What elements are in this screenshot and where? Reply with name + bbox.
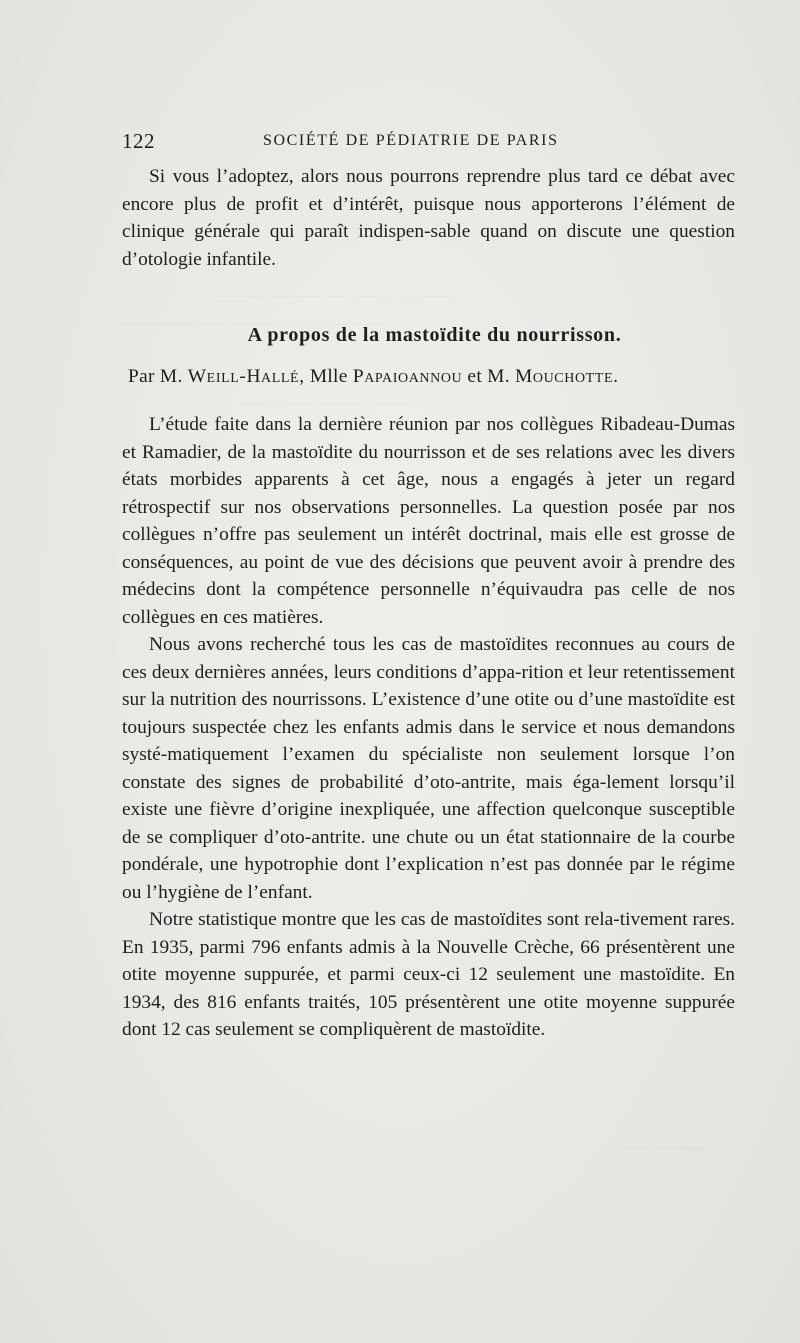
byline-title-m1: M. [159, 366, 183, 387]
byline-et: et [467, 366, 483, 387]
show-through-texture [210, 288, 452, 305]
journal-title: SOCIÉTÉ DE PÉDIATRIE DE PARIS [263, 132, 559, 149]
running-head [122, 129, 734, 157]
body-paragraph-1: L’étude faite dans la dernière réunion par nos collègues Ribadeau-Dumas et Ramadier, de la mastoïdite du nourrisson et de ses relations avec les divers états morbides apparents à cet âge, nous a engagés à jeter un regard rétrospectif sur nos observations personnelles. La question posée par nos collègues n’offre pas seulement un intérêt doctrinal, mais elle est grosse de conséquences, au point de vue des décisions que peuvent avoir à prendre des médecins dont la compétence personnelle n’équivaudra pas celle de nos collègues en ces matières. [122, 414, 735, 628]
byline-author-1: Weill-Hallé, [187, 366, 305, 387]
body-paragraph-2: Nous avons recherché tous les cas de mastoïdites reconnues au cours de ces deux dernières années, leurs conditions d’appa-rition et leur retentissement sur la nutrition des nourrissons. L’existence d’une otite ou d’une mastoïdite est toujours suspectée chez les enfants admis dans le service et nous demandons systé-matiquement l’examen du spécialiste non seulement lorsque l’on constate des signes de probabilité d’oto-antrite, mais éga-lement lorsqu’il existe une fièvre d’origine inexpliquée, une affection quelconque susceptible de se compliquer d’oto-antrite. une chute ou un état stationnaire de la courbe pondérale, une hypotrophie dont l’explication n’est pas donnée par le régime ou l’hygiène de l’enfant. [122, 634, 735, 903]
byline-title-m2: M. [487, 366, 510, 387]
article-body [122, 411, 735, 1044]
byline-author-2: Papaioannou [352, 366, 463, 387]
article-title: A propos de la mastoïdite du nourrisson. [247, 324, 622, 346]
intro-section [122, 163, 735, 273]
byline-title-mlle: Mlle [309, 366, 348, 387]
page-number: 122 [122, 129, 155, 153]
show-through-texture [620, 1140, 704, 1157]
show-through-texture [240, 395, 411, 412]
body-paragraph-3: Notre statistique montre que les cas de mastoïdites sont rela-tivement rares. En 1935, parmi 796 enfants admis à la Nouvelle Crèche, 66 présentèrent une otite moyenne suppurée, et parmi ceux-ci 12 seulement une mastoïdite. En 1934, des 816 enfants traités, 105 présentèrent une otite moyenne suppurée dont 12 cas seulement se compliquèrent de mastoïdite. [122, 909, 735, 1040]
byline-author-3: Mouchotte. [515, 366, 619, 387]
intro-paragraph: Si vous l’adoptez, alors nous pourrons reprendre plus tard ce débat avec encore plus de profit et d’intérêt, puisque nous apporterons l’élément de clinique générale qui paraît indispen-sable quand on discute une question d’otologie infantile. [122, 166, 735, 270]
article-byline [128, 366, 738, 388]
byline-par: Par [128, 366, 155, 387]
